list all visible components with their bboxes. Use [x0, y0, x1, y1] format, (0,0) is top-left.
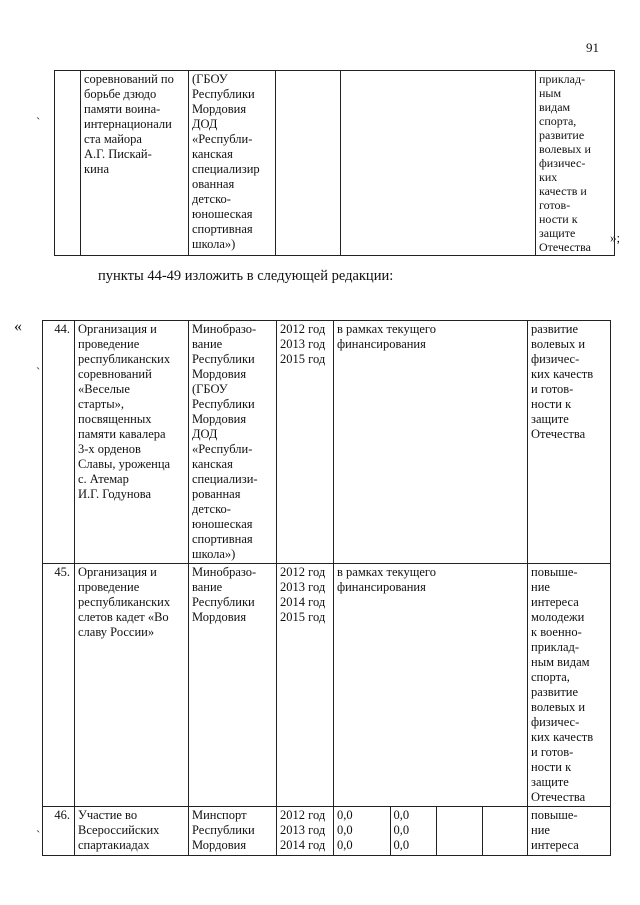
years: 2012 год 2013 год 2015 год: [277, 321, 334, 564]
measure-name: соревнований по борьбе дзюдо памяти воина- интернационали ста майора А.Г. Пискай- кина: [81, 71, 189, 256]
funding: в рамках текущего финансирования: [334, 321, 528, 564]
expected-result: повыше- ние интереса молодежи к военно- приклад- ным видам спорта, развитие волевых и физичес- ких качеств и готов- ности к защите Отечества: [528, 564, 611, 807]
executor: Минспорт Республики Мордовия: [189, 807, 277, 856]
executor: Минобразо- вание Республики Мордовия: [189, 564, 277, 807]
closing-quote-mark: »;: [610, 230, 621, 245]
funding-value: 0,0: [393, 823, 410, 837]
funding-value: 0,0: [337, 823, 353, 837]
years: [276, 71, 341, 256]
measure-name: Организация и проведение республиканских соревнований «Веселые старты», посвященных памяти кавалера 3-х орденов Славы, уроженца с. Атемар И.Г. Годунова: [75, 321, 189, 564]
funding-value: 0,0: [393, 808, 410, 822]
row-number: 46.: [43, 807, 75, 856]
funding-cell: [334, 807, 528, 856]
years: 2012 год 2013 год 2014 год 2015 год: [277, 564, 334, 807]
funding-subtable: [334, 807, 528, 855]
opening-quote-mark: «: [14, 318, 22, 335]
table-row: [55, 71, 615, 256]
page-number: 91: [586, 40, 599, 55]
years: 2012 год 2013 год 2014 год: [277, 807, 334, 856]
expected-result: развитие волевых и физичес- ких качеств и готов- ности к защите Отечества: [528, 321, 611, 564]
funding: в рамках текущего финансирования: [334, 564, 528, 807]
funding-value: 0,0: [337, 808, 353, 822]
measure-name: Участие во Всероссийских спартакиадах: [75, 807, 189, 856]
row-number: 44.: [43, 321, 75, 564]
funding: [341, 71, 536, 256]
funding-value: 0,0: [393, 838, 410, 852]
table-row: [43, 564, 611, 807]
executor: Минобразо- вание Республики Мордовия (ГБОУ Республики Мордовия ДОД «Республи- канская специализи- рованная детско- юношеская спортивная школа»): [189, 321, 277, 564]
margin-mark: ˎ: [36, 818, 41, 833]
executor: (ГБОУ Республики Мордовия ДОД «Республи- канская специализир ованная детско- юношеская спортивная школа»): [189, 71, 276, 256]
intro-text: пункты 44-49 изложить в следующей редакции:: [98, 268, 394, 284]
table-row: [43, 807, 611, 856]
expected-result: повыше- ние интереса: [528, 807, 611, 856]
row-number: 45.: [43, 564, 75, 807]
expected-result: приклад- ным видам спорта, развитие волевых и физичес- ких качеств и готов- ности к защите Отечества: [536, 71, 615, 256]
margin-mark: ˎ: [36, 355, 41, 370]
table-row: [43, 321, 611, 564]
measures-table: [42, 320, 611, 856]
row-number: [55, 71, 81, 256]
margin-mark: ˎ: [36, 105, 41, 120]
measure-name: Организация и проведение республиканских слетов кадет «Во славу России»: [75, 564, 189, 807]
continuation-table: [54, 70, 615, 256]
funding-value: 0,0: [337, 838, 353, 852]
